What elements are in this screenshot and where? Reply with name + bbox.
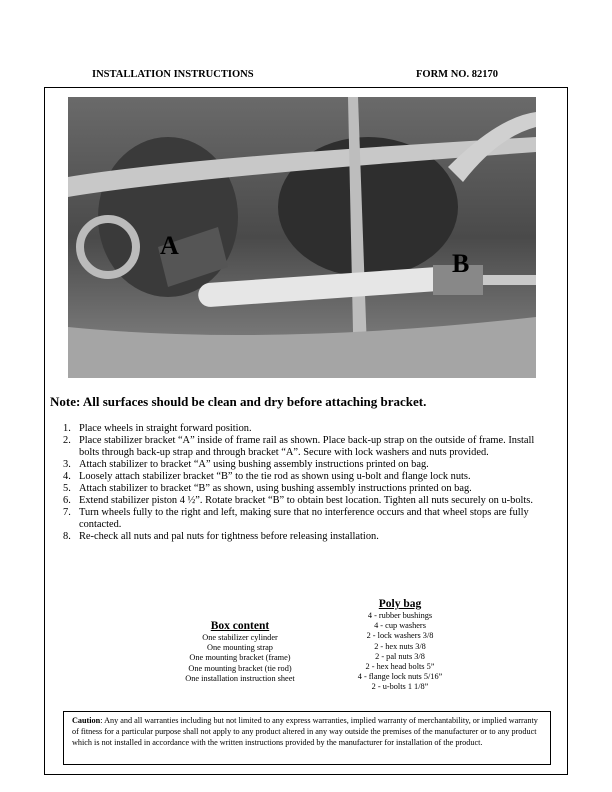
poly-bag-item: 4 - cup washers bbox=[374, 621, 426, 631]
caution-text: : Any and all warranties including but not limited to any express warranties, implied warranty of merchantability, or implied warranty of fitness for a particular purpose shall not apply to any product altered in any way outside the premises of the manufacturer or to any product which is not installed in accordance with the written instructions provided by the manufacturer for installation of the product. bbox=[72, 716, 538, 747]
step-item bbox=[63, 471, 553, 483]
bracket-a-label: A bbox=[160, 231, 179, 260]
installation-photo bbox=[68, 97, 536, 378]
poly-bag-title: Poly bag bbox=[378, 598, 422, 610]
step-number: 4. bbox=[63, 471, 71, 482]
step-item bbox=[63, 531, 553, 543]
box-content-item: One mounting bracket (frame) bbox=[189, 653, 291, 663]
poly-bag-section bbox=[340, 598, 460, 693]
step-number: 7. bbox=[63, 507, 71, 518]
step-item bbox=[63, 507, 553, 531]
poly-bag-item: 4 - flange lock nuts 5/16” bbox=[357, 672, 443, 682]
box-content-item: One mounting strap bbox=[207, 643, 273, 653]
step-item bbox=[63, 483, 553, 495]
step-text: Re-check all nuts and pal nuts for tightness before releasing installation. bbox=[79, 531, 379, 542]
step-text: Turn wheels fully to the right and left, making sure that no interference occurs and that wheel stops are fully contacted. bbox=[79, 507, 529, 530]
box-content-item: One stabilizer cylinder bbox=[202, 633, 278, 642]
bracket-b-label: B bbox=[452, 249, 470, 278]
poly-bag-item: 2 - u-bolts 1 1/8” bbox=[371, 682, 429, 692]
step-item bbox=[63, 423, 553, 435]
box-content-section bbox=[140, 620, 340, 684]
step-item bbox=[63, 459, 553, 471]
step-text: Attach stabilizer to bracket “B” as shown, using bushing assembly instructions printed on bag. bbox=[79, 483, 472, 494]
step-text: Place stabilizer bracket “A” inside of frame rail as shown. Place back-up strap on the outside of frame. Install bolts through back-up strap and through bracket “A”. Secure with lock washers and nuts provided. bbox=[79, 435, 535, 458]
box-content-item: One mounting bracket (tie rod) bbox=[188, 663, 292, 673]
step-text: Extend stabilizer piston 4 ½”. Rotate bracket “B” to obtain best location. Tighten all nuts securely on u-bolts. bbox=[79, 495, 533, 506]
step-number: 5. bbox=[63, 483, 71, 494]
step-number: 1. bbox=[63, 423, 71, 434]
step-text: Loosely attach stabilizer bracket “B” to the tie rod as shown using u-bolt and flange lock nuts. bbox=[79, 471, 471, 482]
step-text: Attach stabilizer to bracket “A” using bushing assembly instructions printed on bag. bbox=[79, 459, 429, 470]
box-content-title: Box content bbox=[210, 620, 270, 632]
poly-bag-item: 2 - hex head bolts 5” bbox=[365, 662, 435, 672]
instruction-steps bbox=[63, 423, 553, 543]
step-number: 3. bbox=[63, 459, 71, 470]
step-text: Place wheels in straight forward position. bbox=[79, 423, 252, 434]
note-text: Note: All surfaces should be clean and dry before attaching bracket. bbox=[50, 394, 427, 409]
step-number: 2. bbox=[63, 435, 71, 446]
poly-bag-item: 2 - lock washers 3/8 bbox=[366, 631, 434, 641]
poly-bag-item: 2 - hex nuts 3/8 bbox=[374, 641, 426, 651]
step-number: 8. bbox=[63, 531, 71, 542]
caution-box bbox=[63, 711, 551, 765]
caution-label: Caution bbox=[72, 716, 101, 725]
poly-bag-item: 2 - pal nuts 3/8 bbox=[375, 651, 425, 661]
poly-bag-item: 4 - rubber bushings bbox=[367, 611, 433, 620]
document-title: INSTALLATION INSTRUCTIONS bbox=[92, 69, 254, 80]
step-number: 6. bbox=[63, 495, 71, 506]
box-content-item: One installation instruction sheet bbox=[185, 673, 295, 683]
step-item bbox=[63, 495, 553, 507]
step-item bbox=[63, 435, 553, 459]
form-number: FORM NO. 82170 bbox=[416, 69, 498, 80]
